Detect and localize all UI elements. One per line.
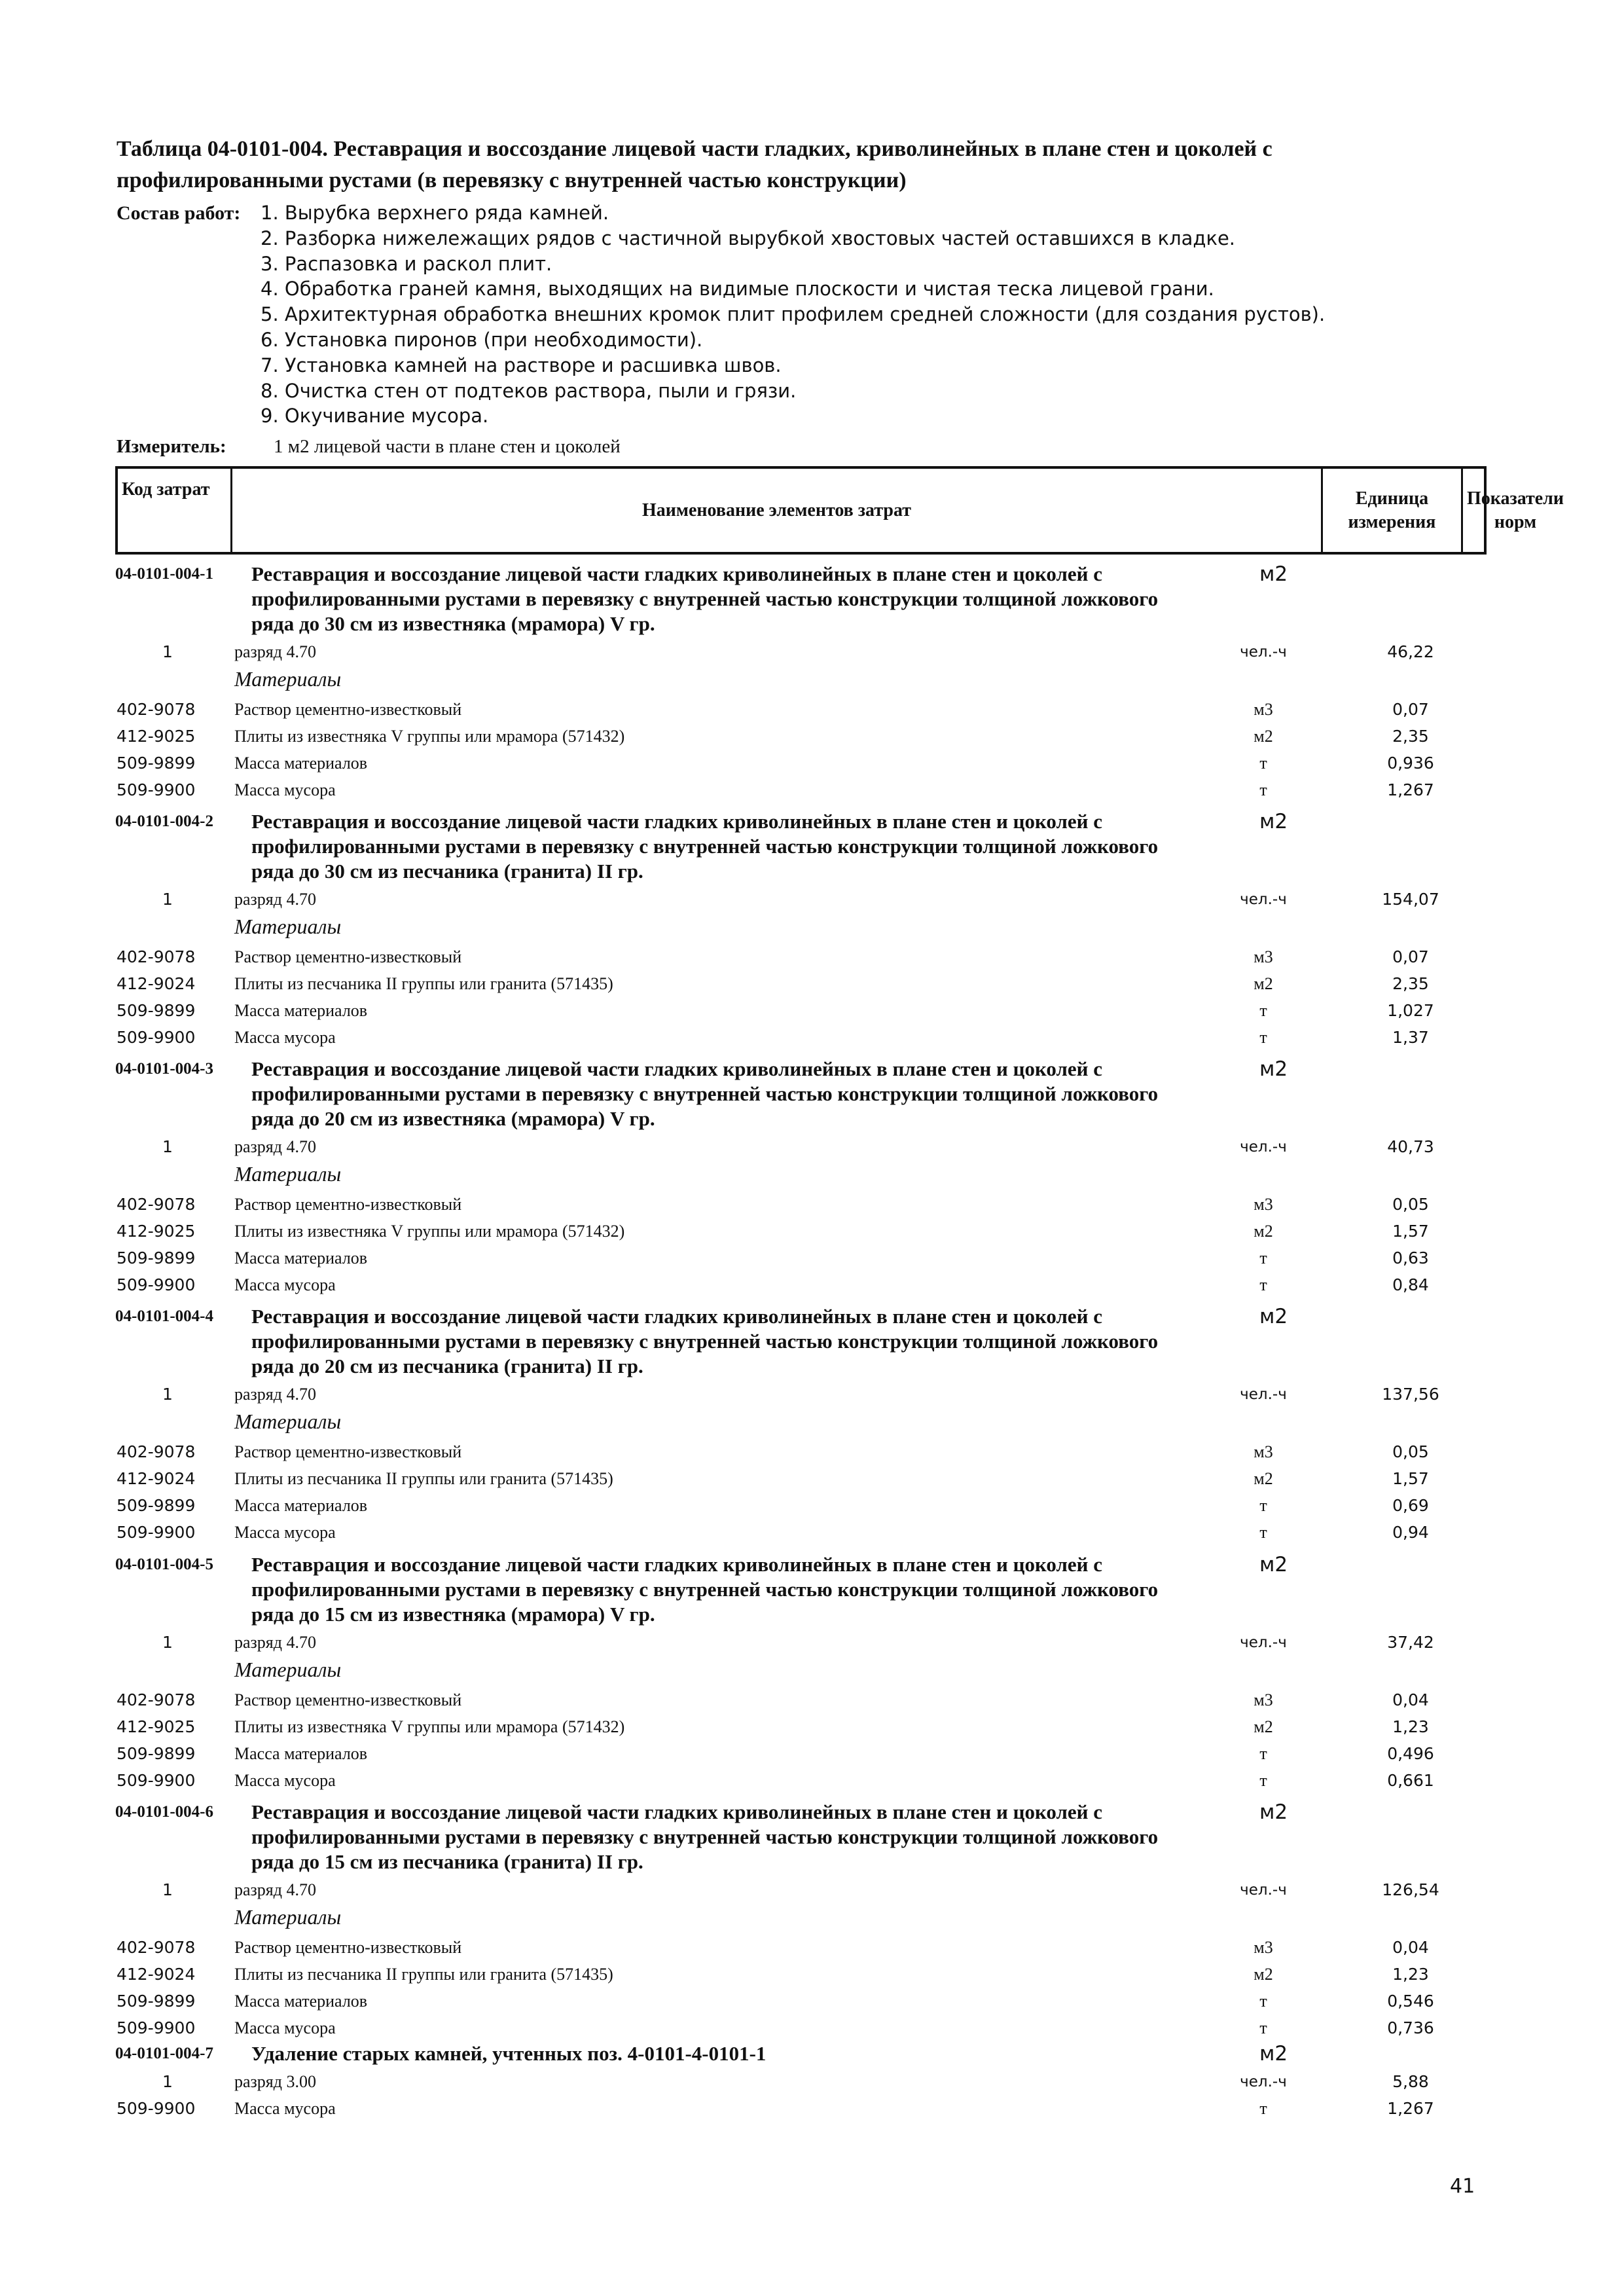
material-unit: м3 (1254, 1938, 1273, 1957)
material-code: 402-9078 (117, 1442, 196, 1461)
material-code: 509-9899 (117, 754, 196, 773)
section-title: Реставрация и воссоздание лицевой части гладких криволинейных в плане стен и цоколей с профилированными рустами в перевязку с внутренней частью конструкции толщиной ложкового ряда до 15 см из песчаника (гранита) II гр. (251, 1800, 1159, 1873)
material-code: 509-9899 (117, 1496, 196, 1515)
material-value: 0,07 (1392, 700, 1429, 719)
material-unit: м3 (1254, 1195, 1273, 1214)
work-step: 7. Установка камней на растворе и расшивка швов. (261, 354, 782, 376)
material-value: 0,63 (1392, 1248, 1429, 1267)
material-code: 412-9025 (117, 1222, 196, 1241)
work-step: 2. Разборка нижележащих рядов с частичной вырубкой хвостовых частей оставшихся в кладке. (261, 227, 1236, 249)
section-unit: м2 (1259, 1553, 1288, 1576)
measure-value: 1 м2 лицевой части в плане стен и цоколей (274, 436, 621, 457)
material-name: Масса мусора (234, 1028, 336, 1047)
material-code: 509-9899 (117, 1248, 196, 1267)
material-unit: м2 (1254, 974, 1273, 993)
material-code: 509-9900 (117, 2018, 196, 2037)
material-unit: т (1259, 2018, 1267, 2037)
measure-label: Измеритель: (117, 436, 226, 457)
material-unit: м3 (1254, 947, 1273, 966)
section-unit: м2 (1259, 1800, 1288, 1824)
material-code: 412-9024 (117, 1469, 196, 1488)
labor-value: 5,88 (1392, 2072, 1429, 2091)
labor-code: 1 (162, 1880, 173, 1899)
material-unit: м2 (1254, 1222, 1273, 1241)
material-unit: м3 (1254, 700, 1273, 719)
labor-unit: чел.-ч (1240, 1139, 1287, 1156)
composition-label: Состав работ: (117, 202, 241, 224)
section-title: Удаление старых камней, учтенных поз. 4-0101-4-0101-1 (251, 2042, 767, 2065)
material-value: 0,496 (1387, 1744, 1434, 1763)
material-code: 412-9025 (117, 1717, 196, 1736)
material-value: 1,23 (1392, 1717, 1429, 1736)
labor-code: 1 (162, 642, 173, 661)
material-name: Раствор цементно-известковый (234, 1938, 462, 1957)
material-name: Плиты из известняка V группы или мрамора (571432) (234, 1717, 625, 1736)
material-value: 1,57 (1392, 1469, 1429, 1488)
material-name: Раствор цементно-известковый (234, 1195, 462, 1214)
section-unit: м2 (1259, 562, 1288, 586)
material-unit: т (1259, 1001, 1267, 1020)
section-title: Реставрация и воссоздание лицевой части гладких криволинейных в плане стен и цоколей с профилированными рустами в перевязку с внутренней частью конструкции толщиной ложкового ряда до 20 см из известняка (мрамора) V гр. (251, 1057, 1159, 1130)
material-name: Раствор цементно-известковый (234, 947, 462, 966)
section-code: 04-0101-004-7 (115, 2045, 213, 2062)
material-code: 412-9025 (117, 727, 196, 746)
material-value: 1,267 (1387, 780, 1434, 799)
materials-label: Материалы (234, 1162, 342, 1186)
material-name: Плиты из песчаника II группы или гранита (571435) (234, 974, 613, 993)
material-name: Плиты из песчаника II группы или гранита (571435) (234, 1469, 613, 1488)
material-code: 509-9900 (117, 1028, 196, 1047)
material-value: 0,04 (1392, 1938, 1429, 1957)
material-code: 509-9900 (117, 1523, 196, 1542)
work-step: 5. Архитектурная обработка внешних кромок плит профилем средней сложности (для создания рустов). (261, 303, 1326, 326)
header-code: Код затрат (118, 469, 232, 552)
material-name: Масса мусора (234, 1275, 336, 1294)
material-code: 509-9899 (117, 1744, 196, 1763)
material-unit: м3 (1254, 1690, 1273, 1709)
material-unit: м2 (1254, 1469, 1273, 1488)
work-step: 4. Обработка граней камня, выходящих на видимые плоскости и чистая теска лицевой грани. (261, 278, 1214, 301)
labor-value: 40,73 (1387, 1137, 1434, 1156)
materials-label: Материалы (234, 667, 342, 691)
labor-value: 154,07 (1382, 890, 1439, 909)
section-unit: м2 (1259, 1057, 1288, 1081)
material-value: 0,05 (1392, 1442, 1429, 1461)
material-value: 0,736 (1387, 2018, 1434, 2037)
material-unit: т (1259, 1523, 1267, 1542)
material-value: 0,661 (1387, 1771, 1434, 1790)
material-unit: т (1259, 1744, 1267, 1763)
labor-unit: чел.-ч (1240, 891, 1287, 908)
material-unit: т (1259, 1992, 1267, 2011)
material-code: 509-9899 (117, 1992, 196, 2011)
section-title: Реставрация и воссоздание лицевой части гладких криволинейных в плане стен и цоколей с профилированными рустами в перевязку с внутренней частью конструкции толщиной ложкового ряда до 30 см из песчаника (гранита) II гр. (251, 810, 1159, 883)
materials-label: Материалы (234, 1658, 342, 1681)
section-code: 04-0101-004-6 (115, 1803, 213, 1821)
section-unit: м2 (1259, 1305, 1288, 1328)
material-code: 412-9024 (117, 974, 196, 993)
section-title: Реставрация и воссоздание лицевой части гладких криволинейных в плане стен и цоколей с профилированными рустами в перевязку с внутренней частью конструкции толщиной ложкового ряда до 20 см из песчаника (гранита) II гр. (251, 1305, 1159, 1377)
material-unit: м2 (1254, 727, 1273, 746)
material-unit: т (1259, 2099, 1267, 2118)
material-name: Плиты из известняка V группы или мрамора (571432) (234, 1222, 625, 1241)
section-code: 04-0101-004-4 (115, 1307, 213, 1325)
material-code: 402-9078 (117, 1938, 196, 1957)
material-value: 0,94 (1392, 1523, 1429, 1542)
labor-value: 37,42 (1387, 1633, 1434, 1652)
section-code: 04-0101-004-3 (115, 1060, 213, 1078)
labor-unit: чел.-ч (1240, 1634, 1287, 1651)
material-code: 509-9900 (117, 2099, 196, 2118)
work-step: 8. Очистка стен от подтеков раствора, пыли и грязи. (261, 379, 797, 402)
material-value: 0,07 (1392, 947, 1429, 966)
material-name: Масса материалов (234, 1992, 368, 2011)
labor-name: разряд 3.00 (234, 2072, 316, 2091)
material-value: 0,05 (1392, 1195, 1429, 1214)
section-unit: м2 (1259, 810, 1288, 833)
material-value: 2,35 (1392, 974, 1429, 993)
material-value: 0,546 (1387, 1992, 1434, 2011)
material-value: 2,35 (1392, 727, 1429, 746)
work-step: 6. Установка пиронов (при необходимости). (261, 328, 703, 351)
material-name: Раствор цементно-известковый (234, 1690, 462, 1709)
labor-code: 1 (162, 890, 173, 909)
material-code: 509-9900 (117, 1771, 196, 1790)
material-name: Масса мусора (234, 1523, 336, 1542)
materials-label: Материалы (234, 1410, 342, 1433)
materials-label: Материалы (234, 1905, 342, 1929)
material-value: 1,267 (1387, 2099, 1434, 2118)
material-value: 0,69 (1392, 1496, 1429, 1515)
labor-unit: чел.-ч (1240, 1386, 1287, 1403)
labor-unit: чел.-ч (1240, 1882, 1287, 1899)
labor-code: 1 (162, 1633, 173, 1652)
material-name: Масса мусора (234, 1771, 336, 1790)
material-name: Масса мусора (234, 780, 336, 799)
labor-code: 1 (162, 1385, 173, 1404)
labor-name: разряд 4.70 (234, 890, 316, 909)
material-name: Раствор цементно-известковый (234, 700, 462, 719)
material-unit: т (1259, 1275, 1267, 1294)
material-name: Плиты из песчаника II группы или гранита (571435) (234, 1965, 613, 1984)
section-unit: м2 (1259, 2042, 1288, 2066)
material-code: 402-9078 (117, 1690, 196, 1709)
material-code: 509-9899 (117, 1001, 196, 1020)
work-step: 9. Окучивание мусора. (261, 405, 489, 428)
material-value: 1,027 (1387, 1001, 1434, 1020)
material-name: Масса материалов (234, 1496, 368, 1515)
material-name: Масса материалов (234, 1744, 368, 1763)
material-name: Плиты из известняка V группы или мрамора (571432) (234, 727, 625, 746)
material-value: 0,04 (1392, 1690, 1429, 1709)
section-code: 04-0101-004-2 (115, 812, 213, 830)
work-step: 1. Вырубка верхнего ряда камней. (261, 202, 609, 224)
labor-value: 137,56 (1382, 1385, 1439, 1404)
material-unit: м2 (1254, 1717, 1273, 1736)
material-name: Раствор цементно-известковый (234, 1442, 462, 1461)
labor-name: разряд 4.70 (234, 642, 316, 661)
material-unit: т (1259, 1771, 1267, 1790)
page-number: 41 (1450, 2175, 1475, 2198)
labor-name: разряд 4.70 (234, 1385, 316, 1404)
labor-value: 126,54 (1382, 1880, 1439, 1899)
labor-name: разряд 4.70 (234, 1633, 316, 1652)
material-code: 509-9900 (117, 1275, 196, 1294)
material-name: Масса материалов (234, 1248, 368, 1267)
labor-value: 46,22 (1387, 642, 1434, 661)
section-code: 04-0101-004-5 (115, 1556, 213, 1573)
material-unit: т (1259, 1496, 1267, 1515)
header-unit: Единица измерения (1323, 469, 1463, 552)
materials-label: Материалы (234, 915, 342, 938)
material-code: 402-9078 (117, 700, 196, 719)
section-title: Реставрация и воссоздание лицевой части гладких криволинейных в плане стен и цоколей с профилированными рустами в перевязку с внутренней частью конструкции толщиной ложкового ряда до 30 см из известняка (мрамора) V гр. (251, 562, 1159, 635)
section-title: Реставрация и воссоздание лицевой части гладких криволинейных в плане стен и цоколей с профилированными рустами в перевязку с внутренней частью конструкции толщиной ложкового ряда до 15 см из известняка (мрамора) V гр. (251, 1553, 1159, 1626)
material-code: 509-9900 (117, 780, 196, 799)
material-unit: м2 (1254, 1965, 1273, 1984)
table-title: Таблица 04-0101-004. Реставрация и воссоздание лицевой части гладких, криволинейных в плане стен и цоколей с профилированными рустами (в перевязку с внутренней частью конструкции) (117, 137, 1272, 192)
material-unit: т (1259, 754, 1267, 773)
material-code: 412-9024 (117, 1965, 196, 1984)
material-code: 402-9078 (117, 947, 196, 966)
material-name: Масса мусора (234, 2099, 336, 2118)
material-value: 1,57 (1392, 1222, 1429, 1241)
material-code: 402-9078 (117, 1195, 196, 1214)
labor-name: разряд 4.70 (234, 1137, 316, 1156)
labor-unit: чел.-ч (1240, 2073, 1287, 2090)
section-code: 04-0101-004-1 (115, 565, 213, 583)
header-norm: Показатели норм (1466, 488, 1564, 532)
material-unit: т (1259, 1248, 1267, 1267)
material-name: Масса материалов (234, 754, 368, 773)
material-value: 1,23 (1392, 1965, 1429, 1984)
labor-code: 1 (162, 1137, 173, 1156)
labor-code: 1 (162, 2072, 173, 2091)
work-step: 3. Распазовка и раскол плит. (261, 252, 552, 275)
labor-unit: чел.-ч (1240, 644, 1287, 661)
material-value: 0,936 (1387, 754, 1434, 773)
header-name: Наименование элементов затрат (232, 469, 1323, 552)
material-name: Масса материалов (234, 1001, 368, 1020)
material-value: 1,37 (1392, 1028, 1429, 1047)
material-name: Масса мусора (234, 2018, 336, 2037)
material-unit: м3 (1254, 1442, 1273, 1461)
material-value: 0,84 (1392, 1275, 1429, 1294)
material-unit: т (1259, 780, 1267, 799)
material-unit: т (1259, 1028, 1267, 1047)
labor-name: разряд 4.70 (234, 1880, 316, 1899)
